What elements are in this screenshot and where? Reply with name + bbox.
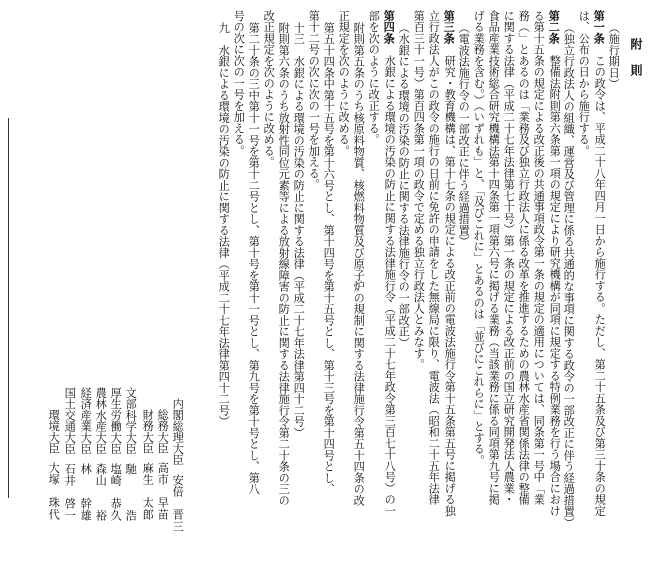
article-1-line-2: は、公布の日から施行する。 bbox=[577, 10, 591, 157]
signature-name: 林 幹雄 bbox=[79, 462, 93, 521]
article-3-line-1 bbox=[443, 10, 455, 516]
signature-agriculture bbox=[95, 387, 106, 521]
article-4-item-9: 九 水銀による環境の汚染の防止に関する法律（平成二十七年法律第四十二号） bbox=[217, 22, 231, 427]
article-4-line-3: 附則第五条のうち核原料物質、核燃料物質及び原子炉の規制に関する法律施行令第五十四条の改 bbox=[352, 22, 366, 506]
article-4-text: 水銀による環境の汚染の防止に関する法律施行令（平成二十七年政令第三百七十八号）の一 bbox=[383, 43, 397, 517]
supplementary-provisions-header: 附 則 bbox=[629, 38, 643, 77]
signature-health-labour bbox=[110, 387, 121, 521]
heading-effective-date: （施行期日） bbox=[607, 22, 621, 90]
article-3-line-2: 立行政法人がこの政令の施行の日前に免許の申請をした無線局に限り、電波法（昭和二十五年法律 bbox=[427, 10, 441, 505]
signature-title: 環境大臣 bbox=[47, 409, 61, 454]
signature-name: 馳 浩 bbox=[124, 462, 138, 521]
article-4-line-10: 第二十条の三中第十一号を第十二号とし、第十号を第十一号とし、第九号を第十号とし、第八 bbox=[247, 22, 261, 495]
signature-name: 森山 裕 bbox=[94, 462, 108, 521]
article-4-line-9: 改正規定を次のように改める。 bbox=[262, 10, 276, 168]
article-2-line-2: る第十五条の規定による改正後の共通事項政令第一条の規定の適用については、同条第一号中「業 bbox=[532, 10, 546, 505]
signature-name: 大塚 珠代 bbox=[47, 462, 61, 520]
article-4-number: 第四条 bbox=[382, 10, 397, 44]
article-1-number: 第一条 bbox=[592, 10, 607, 44]
heading-radio-act-order: （電波法施行令の一部改正に伴う経過措置） bbox=[457, 22, 471, 247]
article-2-line-6: げる業務を含む。）（いずれも」と、「及びこれに」とあるのは「並びにこれらに」とする。 bbox=[472, 10, 486, 466]
signature-land-transport bbox=[64, 387, 75, 521]
signature-prime-minister bbox=[172, 398, 183, 532]
article-4-line-2: 部を次のように改正する。 bbox=[367, 10, 381, 145]
article-1-line-1 bbox=[593, 10, 605, 516]
article-1-text: この政令は、平成二十八年四月一日から施行する。ただし、第二十五条及び第三十条の規定 bbox=[593, 43, 607, 517]
article-4-line-5: 第五十四条中第十五号を第十六号とし、第十四号を第十五号とし、第十三号を第十四号とし、 bbox=[322, 22, 336, 495]
article-3-line-3: 第百三十一号）第百四条第一項の政令で定める独立行政法人とみなす。 bbox=[412, 10, 426, 370]
article-2-number: 第二条 bbox=[547, 10, 562, 44]
article-4-line-8: 附則第六条のうち放射性同位元素等による放射線障害の防止に関する法律施行令第二十条の三の bbox=[277, 22, 291, 506]
heading-transitional-measures-common-matters: （独立行政法人の組織、運営及び管理に係る共通的な事項に関する政令の一部改正に伴う経過措置） bbox=[562, 22, 576, 529]
signature-name: 麻生 太郎 bbox=[141, 462, 155, 520]
article-3-text: 研究・教育機構は、第十七条の規定による改正前の電波法施行令第十五条第五号に掲げる独 bbox=[443, 43, 457, 517]
signature-environment bbox=[48, 409, 59, 520]
signature-title: 経済産業大臣 bbox=[79, 387, 93, 455]
article-4-line-6: 第十二号の次に次の一号を加える。 bbox=[307, 10, 321, 190]
article-2-line-5: 食品産業技術総合研究機構法第十四条第一項第六号に掲げる業務（当該業務に係る同項第九号に掲 bbox=[487, 10, 501, 505]
signature-name: 安倍 晋三 bbox=[171, 473, 185, 532]
signature-finance bbox=[142, 409, 153, 520]
article-2-line-1 bbox=[548, 10, 560, 516]
article-2-line-4: に関する法律（平成二十七年法律第七十号）第一条の規定による改正前の国立研究開発法人農業・ bbox=[502, 10, 516, 505]
signature-title: 農林水産大臣 bbox=[94, 387, 108, 455]
signature-education bbox=[125, 387, 136, 521]
signature-title: 文部科学大臣 bbox=[124, 387, 138, 455]
signature-title: 総務大臣 bbox=[156, 409, 170, 454]
signature-name: 塩崎 恭久 bbox=[109, 462, 123, 521]
margin-rule bbox=[8, 118, 9, 498]
signature-title: 厚生労働大臣 bbox=[109, 387, 123, 455]
article-4-line-4: 正規定を次のように改める。 bbox=[337, 10, 351, 157]
signature-title: 国土交通大臣 bbox=[63, 387, 77, 455]
article-4-item-13: 十三 水銀による環境の汚染の防止に関する法律（平成二十七年法律第四十二号） bbox=[292, 22, 306, 439]
heading-mercury-order-amendment: （水銀による環境の汚染の防止に関する法律施行令の一部改正） bbox=[397, 22, 411, 349]
signature-title: 財務大臣 bbox=[141, 409, 155, 454]
signature-title: 内閣総理大臣 bbox=[171, 398, 185, 466]
article-4-line-1 bbox=[383, 10, 395, 516]
article-3-number: 第三条 bbox=[442, 10, 457, 44]
signature-economy-trade bbox=[80, 387, 91, 521]
signature-internal-affairs bbox=[157, 409, 168, 520]
article-4-line-11: 号の次に次の一号を加える。 bbox=[232, 10, 246, 157]
signature-name: 石井 啓一 bbox=[63, 462, 77, 521]
article-2-text: 整備法附則第六条第一項の規定により研究機構が同項に規定する特例業務を行う場合におけ bbox=[548, 43, 562, 517]
signature-name: 高市 早苗 bbox=[156, 462, 170, 520]
article-2-line-3: 務（」とあるのは「業務及び独立行政法人に係る改革を推進するための農林水産省関係法律の整備 bbox=[517, 10, 531, 505]
